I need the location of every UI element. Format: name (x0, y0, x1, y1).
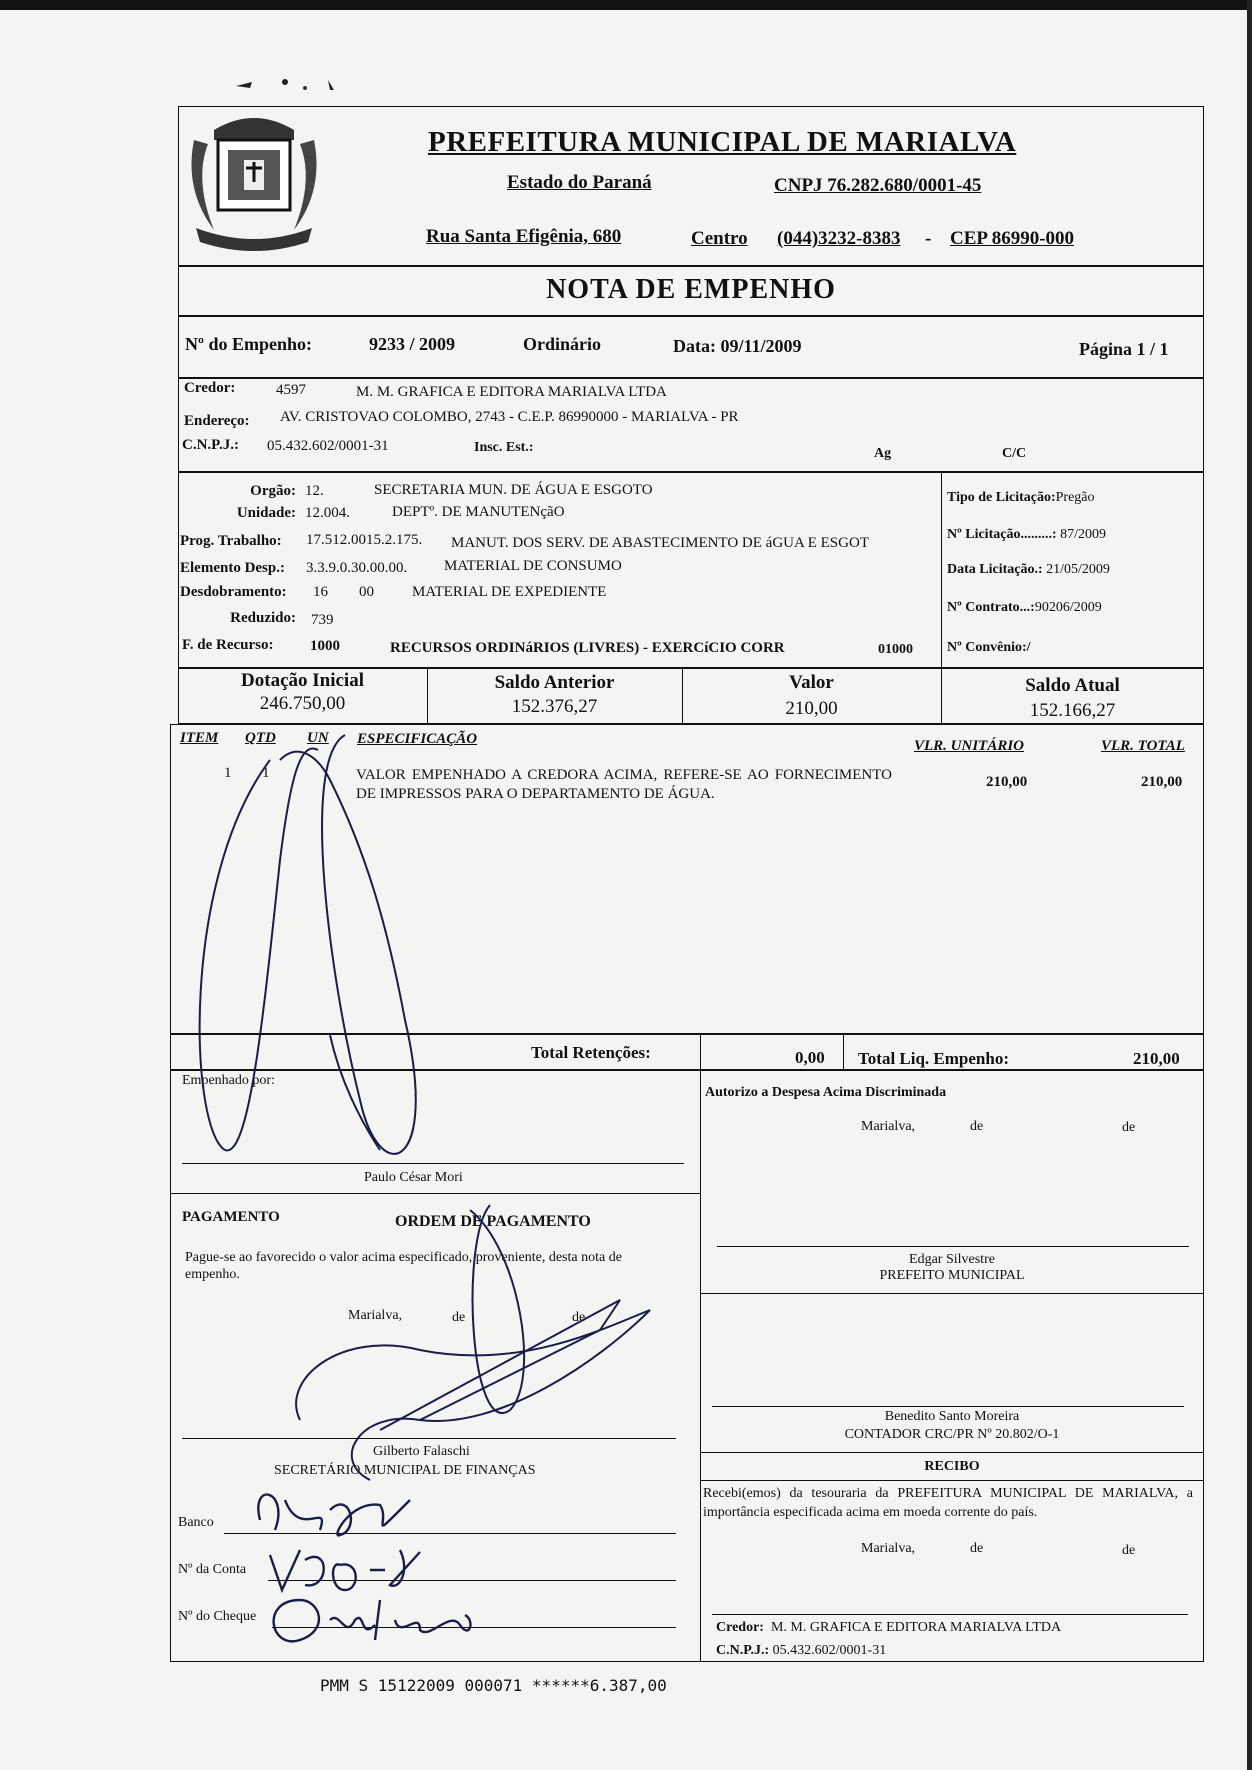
elem-value: 3.3.9.0.30.00.00. (306, 560, 408, 576)
secretario-name: Gilberto Falaschi (373, 1444, 470, 1459)
fonte-desc: RECURSOS ORDINáRIOS (LIVRES) - EXERCíCIO CORR (390, 640, 785, 656)
pagamento-text: Pague-se ao favorecido o valor acima especificado, proveniente, desta nota de empenho. (185, 1250, 622, 1282)
col-spec: ESPECIFICAÇÃO (357, 731, 478, 747)
atual-label: Saldo Atual (1025, 675, 1120, 696)
pagamento-place: Marialva, (348, 1308, 403, 1323)
credor-code: 4597 (276, 382, 306, 398)
autorizo-text: Autorizo a Despesa Acima Discriminada (705, 1085, 947, 1100)
scan-specks (230, 68, 370, 98)
recibo-title-line (700, 1480, 1204, 1481)
desdob-label: Desdobramento: (180, 584, 287, 600)
banco-line (224, 1533, 676, 1534)
credor-insc-label: Insc. Est.: (474, 440, 534, 455)
lower-box (170, 1070, 1204, 1662)
coat-of-arms-icon (184, 110, 324, 260)
recibo-divider (700, 1452, 1204, 1453)
empenhado-signature-line (182, 1163, 684, 1164)
retencoes-label: Total Retenções: (531, 1043, 651, 1062)
recibo-de-1: de (970, 1541, 984, 1556)
licitacao-contrato: Nº Contrato...:90206/2009 (947, 600, 1102, 615)
header-title: PREFEITURA MUNICIPAL DE MARIALVA (428, 126, 1017, 158)
secretario-role: SECRETÁRIO MUNICIPAL DE FINANÇAS (274, 1463, 536, 1478)
anterior-value: 152.376,27 (511, 696, 598, 717)
prog-value: 17.512.0015.2.175. (306, 532, 423, 548)
totals-divider-2 (843, 1034, 844, 1070)
header-cnpj: CNPJ 76.282.680/0001-45 (774, 175, 982, 196)
orgao-label: Orgão: (250, 483, 296, 499)
header-address: Rua Santa Efigênia, 680 (426, 226, 622, 247)
ordem-pagamento-title: ORDEM DE PAGAMENTO (395, 1213, 591, 1230)
col-item: ITEM (180, 730, 219, 746)
reduzido-label: Reduzido: (230, 610, 296, 626)
fonte-code: 01000 (878, 642, 913, 657)
contador-role: CONTADOR CRC/PR Nº 20.802/O-1 (844, 1427, 1060, 1442)
footer-stamp: PMM S 15122009 000071 ******6.387,00 (320, 1676, 667, 1695)
recibo-credor: Credor: M. M. GRAFICA E EDITORA MARIALVA LTDA (716, 1620, 1062, 1635)
unidade-value: 12.004. (305, 505, 350, 521)
dotacao-label: Dotação Inicial (241, 670, 364, 691)
recibo-cnpj: C.N.P.J.: 05.432.602/0001-31 (716, 1643, 887, 1658)
budget-divider (941, 472, 942, 668)
cheque-line (272, 1627, 676, 1628)
orgao-desc: SECRETARIA MUN. DE ÁGUA E ESGOTO (374, 482, 653, 498)
col-unit: VLR. UNITÁRIO (914, 738, 1025, 754)
desdob-b: 00 (359, 584, 374, 600)
row-spec: VALOR EMPENHADO A CREDORA ACIMA, REFERE-SE AO FORNECIMENTO DE IMPRESSOS PARA O DEPARTAMENTO DE ÁGUA. (356, 767, 892, 802)
contador-name: Benedito Santo Moreira (884, 1409, 1020, 1424)
valor-label: Valor (789, 672, 834, 693)
desdob-desc: MATERIAL DE EXPEDIENTE (412, 584, 607, 600)
recibo-title: RECIBO (924, 1459, 980, 1474)
credor-cc-label: C/C (1002, 446, 1027, 461)
desdob-a: 16 (313, 584, 328, 600)
row-unit: 210,00 (986, 774, 1028, 790)
empenho-number-label: Nº do Empenho: (185, 334, 312, 354)
pagamento-divider (170, 1193, 700, 1194)
page-number: Página 1 / 1 (1079, 339, 1169, 359)
licitacao-tipo: Tipo de Licitação:Pregão (947, 490, 1095, 505)
liq-label: Total Liq. Empenho: (858, 1049, 1009, 1068)
totals-row (170, 1034, 1204, 1070)
col-qtd: QTD (245, 730, 276, 746)
reduzido-value: 739 (311, 612, 334, 628)
recibo-de-2: de (1122, 1543, 1136, 1558)
credor-label: Credor: (184, 380, 236, 396)
valor-value: 210,00 (785, 698, 838, 719)
pagamento-de-1: de (452, 1310, 466, 1325)
header-phone: (044)3232-8383 (777, 228, 901, 249)
conta-label: Nº da Conta (178, 1562, 247, 1577)
orgao-value: 12. (305, 483, 324, 499)
col-un: UN (307, 730, 329, 746)
empenhado-name: Paulo César Mori (364, 1170, 463, 1185)
licitacao-data: Data Licitação.: 21/05/2009 (947, 562, 1110, 577)
cheque-label: Nº do Cheque (178, 1609, 257, 1624)
credor-cnpj: 05.432.602/0001-31 (267, 438, 389, 454)
contador-signature-line (712, 1406, 1184, 1407)
credor-name: M. M. GRAFICA E EDITORA MARIALVA LTDA (356, 384, 667, 400)
banco-label: Banco (178, 1515, 214, 1530)
unidade-label: Unidade: (236, 505, 296, 521)
lower-divider (700, 1070, 701, 1662)
fonte-label: F. de Recurso: (182, 637, 274, 653)
recibo-text: Recebi(emos) da tesouraria da PREFEITURA MUNICIPAL DE MARIALVA, a importância especificada acima em moeda corrente do país. (703, 1486, 1193, 1520)
autorizo-de-2: de (1122, 1120, 1136, 1135)
autorizo-de-1: de (970, 1119, 984, 1134)
header-cep: CEP 86990-000 (950, 228, 1075, 249)
row-total: 210,00 (1141, 774, 1183, 790)
autorizo-place: Marialva, (861, 1119, 916, 1134)
fonte-value: 1000 (310, 638, 340, 654)
atual-value: 152.166,27 (1029, 700, 1116, 721)
header-state: Estado do Paraná (507, 172, 652, 193)
prog-desc: MANUT. DOS SERV. DE ABASTECIMENTO DE áGUA E ESGOT (451, 535, 869, 551)
liq-value: 210,00 (1133, 1049, 1180, 1068)
empenho-type: Ordinário (523, 334, 602, 354)
col-total: VLR. TOTAL (1101, 738, 1185, 754)
licitacao-num: Nº Licitação.........: 87/2009 (947, 527, 1106, 542)
empenho-date: Data: 09/11/2009 (673, 336, 802, 356)
conta-line (268, 1580, 676, 1581)
credor-address-label: Endereço: (184, 413, 250, 429)
pagamento-de-2: de (572, 1310, 586, 1325)
licitacao-convenio: Nº Convênio:/ (947, 640, 1031, 655)
recibo-place: Marialva, (861, 1541, 916, 1556)
retencoes-value: 0,00 (795, 1048, 825, 1067)
anterior-label: Saldo Anterior (494, 672, 615, 693)
header-district: Centro (691, 228, 748, 249)
prog-label: Prog. Trabalho: (180, 533, 282, 549)
recibo-signature-line (712, 1614, 1188, 1615)
contador-divider (700, 1293, 1204, 1294)
prefeito-signature-line (717, 1246, 1189, 1247)
elem-desc: MATERIAL DE CONSUMO (444, 558, 622, 574)
totals-divider-1 (700, 1034, 701, 1070)
row-item: 1 (224, 765, 232, 781)
prefeito-role: PREFEITO MUNICIPAL (879, 1268, 1025, 1283)
secretario-signature-line (182, 1438, 676, 1439)
unidade-desc: DEPTº. DE MANUTENçãO (392, 504, 565, 520)
prefeito-name: Edgar Silvestre (909, 1252, 995, 1267)
credor-cnpj-label: C.N.P.J.: (182, 437, 239, 453)
header-separator: - (925, 228, 932, 249)
row-qtd: 1 (262, 765, 270, 781)
doc-title: NOTA DE EMPENHO (546, 274, 836, 305)
empenhado-label: Empenhado por: (182, 1073, 275, 1088)
pagamento-label: PAGAMENTO (182, 1209, 280, 1225)
dotacao-value: 246.750,00 (259, 693, 346, 714)
credor-address: AV. CRISTOVAO COLOMBO, 2743 - C.E.P. 86990000 - MARIALVA - PR (280, 409, 739, 425)
elem-label: Elemento Desp.: (180, 560, 285, 576)
empenho-number: 9233 / 2009 (369, 334, 456, 354)
credor-ag-label: Ag (874, 446, 892, 461)
